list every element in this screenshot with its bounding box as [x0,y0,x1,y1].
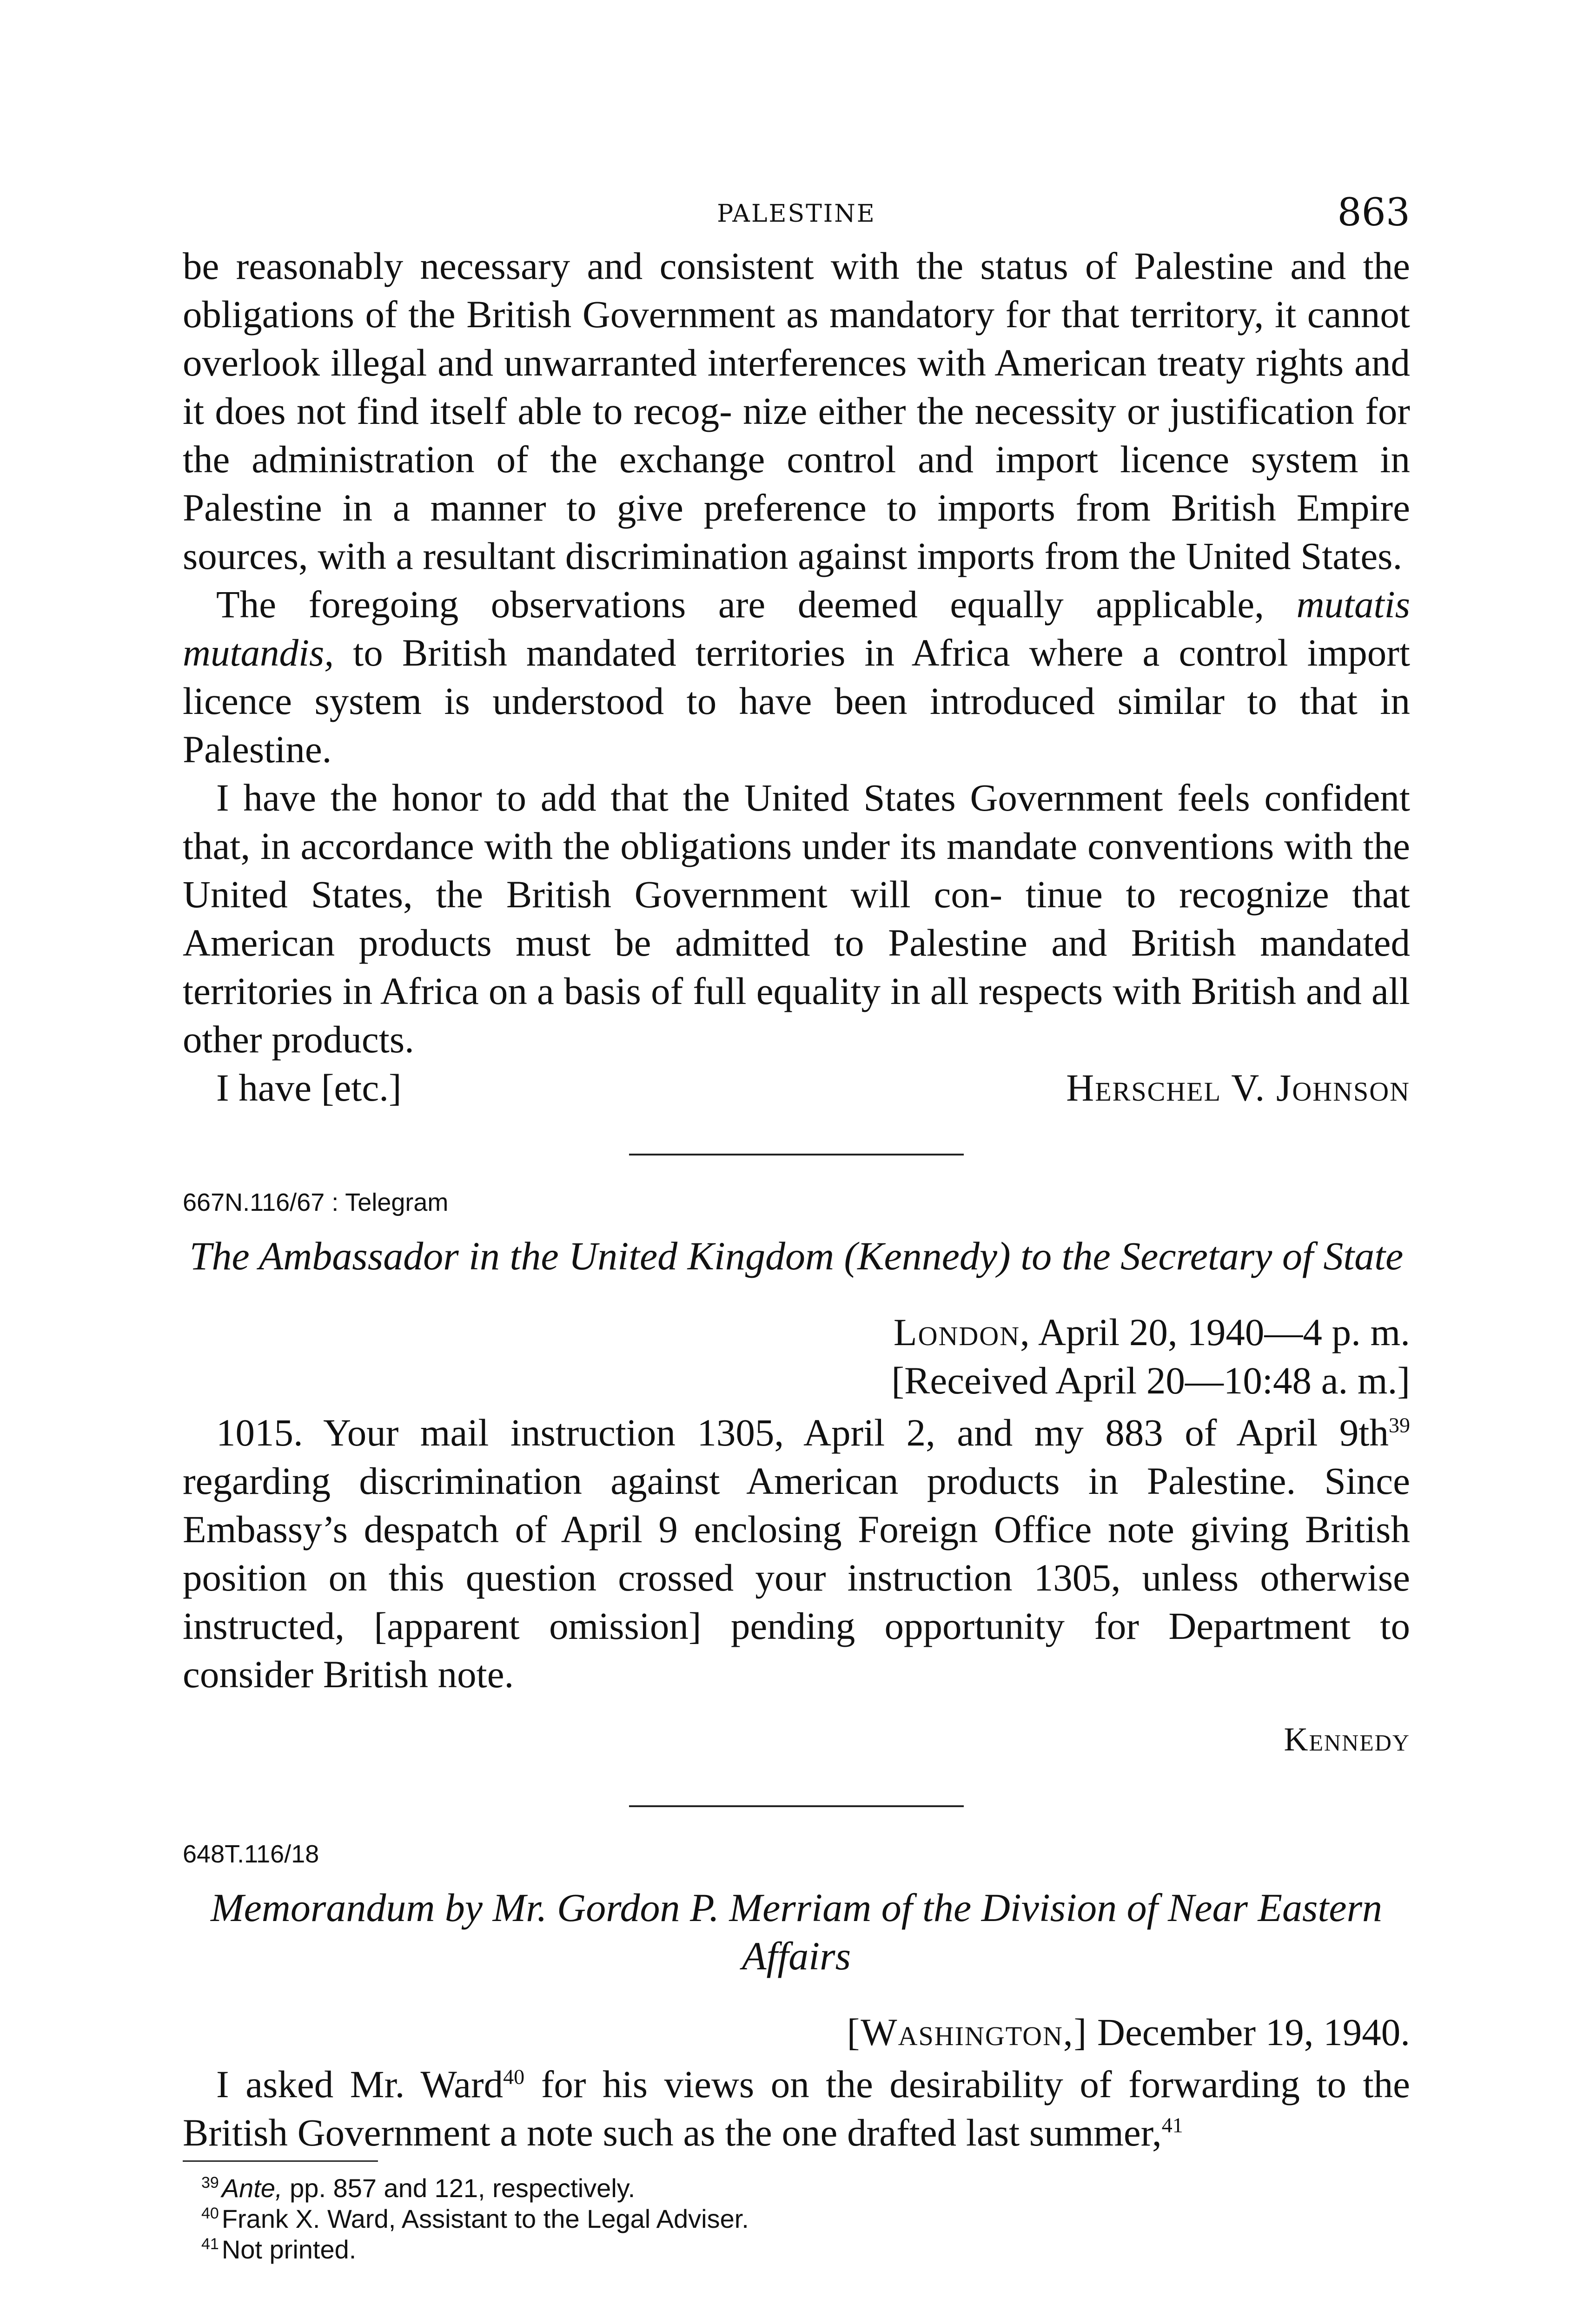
telegram-signature: Kennedy [1284,1721,1410,1758]
footnote-ref-39[interactable]: 39 [1389,1413,1410,1437]
letter-paragraph-1: be reasonably necessary and consistent with the status of Palestine and the obligations of the British Government as mandatory for that territory, it cannot overlook illegal and unwarranted interferences with American treaty rights and it does not find itself able to recog- nize either the necessity or justification for the administration of the exchange control and import licence system in Palestine in a manner to give preference to imports from British Empire sources, with a resultant discrimination against imports from the United States. [183,244,1410,577]
letter-paragraph-3: I have the honor to add that the United States Government feels confident that, in accordance with the obligations under its mandate conventions with the United States, the British Government will con- tinue to recognize that American products must be admitted to Palestine and British mandated territories in Africa on a basis of full equality in all respects with British and all other products. [183,776,1410,1061]
memorandum-heading: Memorandum by Mr. Gordon P. Merriam of the Division of Near Eastern Affairs [210,1885,1383,1978]
memorandum-dateline [183,2008,1410,2056]
section-divider-2 [629,1805,964,1807]
letter-signature: Herschel V. Johnson [1066,1066,1410,1109]
footnote-text: Not printed. [221,2235,357,2264]
page-number: 863 [1337,191,1410,235]
telegram-dateline-place: London, [893,1311,1031,1353]
letter-paragraph-2-end: to British mandated territories in Africa where a control import licence system is understood to have been introduced similar to that in Palestine. [183,631,1410,771]
letter-paragraph-2-start: The foregoing observations are deemed equally applicable, [216,583,1265,626]
memorandum-body [183,2060,1410,2157]
letter-continuation [183,242,1410,1112]
telegram-body [183,1408,1410,1698]
footnote-40 [183,2204,1410,2234]
footnote-rule [183,2160,378,2162]
memorandum-body-rest: for his views on the desirability of forwarding to the British Government a note such as the one drafted last summer, [183,2063,1410,2154]
memorandum-document [183,1840,1410,2157]
footnote-number: 40 [201,2205,219,2223]
memorandum-dateline-place: [Washington,] [847,2011,1088,2053]
memorandum-file-ref: 648T.116/18 [183,1840,319,1868]
footnote-number: 41 [201,2235,219,2253]
footnote-number: 39 [201,2174,219,2192]
telegram-body-start: 1015. Your mail instruction 1305, April 2, and my 883 of April 9th [216,1411,1389,1454]
footnote-text: pp. 857 and 121, respectively. [290,2173,636,2203]
telegram-document [183,1188,1410,1763]
page [183,186,1410,2265]
footnote-ref-41[interactable]: 41 [1161,2113,1183,2137]
closing-line [183,1063,1410,1112]
footnote-ref-40[interactable]: 40 [503,2065,525,2089]
telegram-file-ref: 667N.116/67 : Telegram [183,1188,449,1216]
footnote-italic: Ante, [221,2173,283,2203]
running-head [183,186,1410,242]
running-title: PALESTINE [717,200,876,228]
telegram-received: [Received April 20—10:48 a. m.] [891,1359,1410,1402]
telegram-dateline [183,1308,1410,1356]
footnote-41 [183,2234,1410,2265]
closing-text: I have [etc.] [216,1066,402,1109]
latin-phrase: mutatis mutandis, [183,583,1410,674]
footnote-text: Frank X. Ward, Assistant to the Legal Adviser. [221,2204,749,2233]
letter-paragraph-2 [183,580,1410,773]
telegram-body-rest: regarding discrimination against American products in Palestine. Since Embassy’s despatch of April 9 enclosing Foreign Office note giving British position on this question crossed your instruction 1305, unless otherwise instructed, [apparent omission] pending opportunity for Department to consider British note. [183,1459,1410,1696]
memorandum-dateline-date: December 19, 1940. [1097,2011,1410,2053]
telegram-heading: The Ambassador in the United Kingdom (Kennedy) to the Secretary of State [189,1234,1404,1278]
footnotes [183,2173,1410,2265]
section-divider-1 [629,1154,964,1155]
memorandum-body-start: I asked Mr. Ward [216,2063,504,2106]
telegram-dateline-date: April 20, 1940—4 p. m. [1038,1311,1410,1353]
footnote-39 [183,2173,1410,2204]
